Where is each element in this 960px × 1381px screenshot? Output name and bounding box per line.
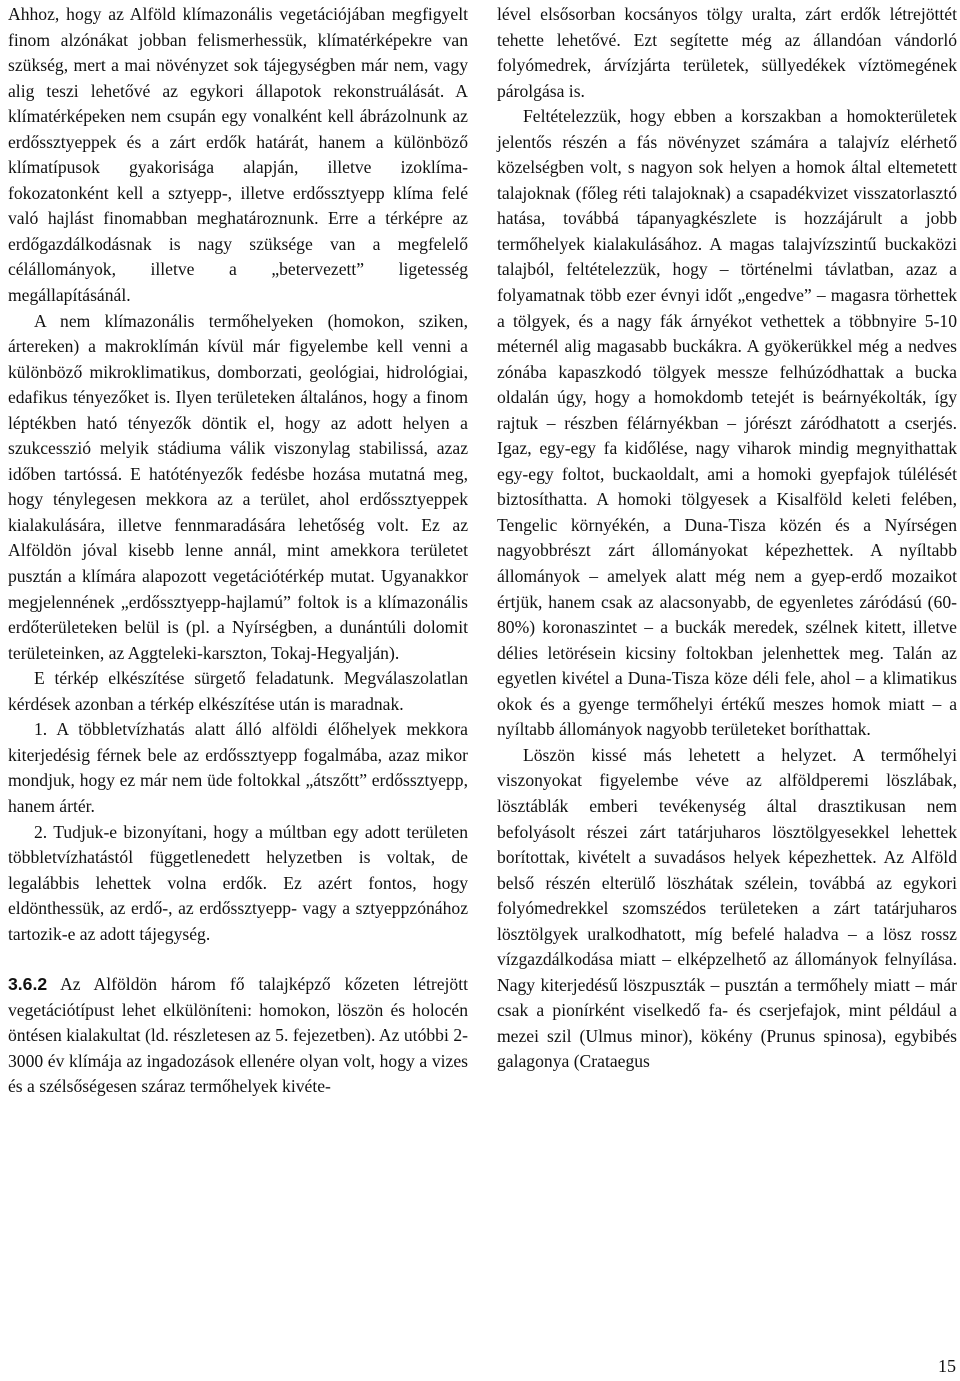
paragraph: Ahhoz, hogy az Alföld klímazonális vegetációjában megfigyelt finom alzónákat jobban felismerhessük, klímatérképekre van szükség, mert a mai növényzet sok tájegységben már nem, vagy alig teszi lehetővé az egykori állapotok rekonstruálását. A klímatérképeken nem csupán egy vonalként kell ábrázolnunk az erdőssztyeppek és a zárt erdők határát, hanem a különböző klímatípusok gyakorisága alapján, illetve izoklíma-fokozatonként kell a sztyepp-, illetve erdőssztyepp klíma felé való hajlást finomabban meghatároznunk. Erre a térképre az erdőgazdálkodásnak is nagy szüksége van a megfelelő célállományok, illetve a „betervezett” ligetesség megállapításánál. (8, 4, 468, 306)
section-paragraph (8, 972, 468, 1100)
paragraph: E térkép elkészítése sürgető feladatunk. Megválaszolatlan kérdések azonban a térkép elkészítése után is maradnak. (8, 668, 468, 714)
paragraph: Feltételezzük, hogy ebben a korszakban a homokterületek jelentős részén a fás növényzet számára a talajvíz elérhető közelségben volt, s nagyon sok helyen a homok által eltemetett talajoknak (főleg réti talajoknak) a csapadékvizet visszatorlasztó hatása, továbbá tápanyagkészlete is hozzájárult a jobb termőhelyek kialakulásához. A magas talajvízszintű buckaközi talajból, feltételezzük, hogy – történelmi távlatban, azaz a folyamatnak több ezer évnyi időt „engedve” – magasra törhettek a tölgyek, és a nagy fák árnyékot vethettek a többnyire 5-10 méternél alig magasabb buckákra. A gyökerükkel még a nedves zónába kapaszkodó tölgyek messze felhúzódhattak a bucka oldalán úgy, hogy a homokdomb tetejét is beárnyékolták, így rajtuk – részben félárnyékban – jórészt záródhatott a cserjés. Igaz, egy-egy fa kidőlése, nagy viharok mindig megnyithattak egy-egy foltot, buckaoldalt, ami a homoki gyepfajok túlélését biztosíthatta. A homoki tölgyesek a Kisalföld keleti felében, Tengelic környékén, a Duna-Tisza közén és a Nyírségen nagyobbrészt zárt állományokat képezhettek. A nyíltabb állományok – amelyek alatt még nem a gyep-erdő mozaikot értjük, hanem csak az alacsonyabb, de egyenletes záródású (60-80%) koronaszintet – a buckák meredek, szélnek kitett, illetve délies letörésein kicsiny foltokban jelenhettek meg. Talán az egyetlen kivétel a Duna-Tisza köze déli fele, ahol – a klimatikus okok és a gyenge termőhelyi értékű meszes homok miatt – a nyíltabb állományok nagyobb területeket boríthattak. (497, 106, 957, 740)
section-number: 3.6.2 (8, 974, 48, 995)
section-text: Az Alföldön három fő talajképző kőzeten létrejött vegetációtípust lehet elkülöníteni: homokon, löszön és holocén öntésen kialakultat (ld. részletesen az 5. fejezetben). Az utóbbi 2-3000 év klímája az ingadozások ellenére olyan volt, hogy a vizes és a szélsőségesen száraz termőhelyek kivéte- (8, 974, 468, 1097)
right-text-column (497, 2, 957, 1075)
paragraph: Löszön kissé más lehetett a helyzet. A termőhelyi viszonyokat figyelembe véve az alföldperemi löszlábak, lösztáblák emberi tevékenység által drasztikusan nem befolyásolt részei zárt tatárjuharos lösztölgyesekkel lehettek borítottak, kivételt a suvadásos helyek képezhettek. Az Alföld belső részén elterülő löszhátak szélein, továbbá az egykori folyómedrekkel szomszédos területeken a zárt tatárjuharos lösztölgyek uralkodhatott, míg befelé haladva – a lösz rossz vízgazdálkodása miatt – elképzelhető az állományok felnyílása. Nagy kiterjedésű löszpuszták – pusztán a termőhely miatt – már csak a pionírként viselkedő fa- és cserjefajok, mint például a mezei szil (Ulmus minor), kökény (Prunus spinosa), egybibés galagonya (Crataegus (497, 744, 957, 1072)
paragraph: 1. A többletvízhatás alatt álló alföldi élőhelyek mekkora kiterjedésig férnek bele az erdőssztyepp fogalmába, azaz mikor mondjuk, hogy ez már nem üde foltokkal „átszőtt” erdőssztyepp, hanem ártér. (8, 719, 468, 816)
paragraph: lével elsősorban kocsányos tölgy uralta, zárt erdők létrejöttét tehette lehetővé. Ezt segítette még az állandóan vándorló folyómedrek, árvízjárta területek, süllyedékek víztömegének párolgása is. (497, 4, 957, 101)
paragraph: A nem klímazonális termőhelyeken (homokon, sziken, ártereken) a makroklímán kívül már figyelembe kell venni a különböző mikroklimatikus, domborzati, geológiai, hidrológiai, edafikus tényezőket is. Ilyen területeken általános, hogy a finom léptékben ható tényezők döntik el, hogy az adott helyen a szukcesszió melyik stádiuma válik viszonylag stabilissá, azaz időben tartóssá. E hatótényezők fedésbe hozása mutatná meg, hogy ténylegesen mekkora az a terület, ahol erdőssztyeppek kialakulására, illetve fennmaradására lehetőség volt. Ez az Alföldön jóval kisebb lenne annál, mint amekkora területet pusztán a klímára alapozott vegetációtérkép mutat. Ugyanakkor megjelennének „erdőssztyepp-hajlamú” foltok is a klímazonális erdőterületeken belül is (pl. a Nyírségben, a dunántúli dolomit területeinken, az Aggteleki-karszton, Tokaj-Hegyalján). (8, 310, 468, 663)
left-text-column (8, 2, 468, 1100)
paragraph: 2. Tudjuk-e bizonyítani, hogy a múltban egy adott területen többletvízhatástól függetlenedett helyzetben is voltak, de legalábbis lehettek volna erdők. Ez azért fontos, hogy eldönthessük, az erdő-, az erdőssztyepp- vagy a sztyeppzónához tartozik-e az adott tájegység. (8, 821, 468, 944)
page-number: 15 (938, 1356, 956, 1376)
